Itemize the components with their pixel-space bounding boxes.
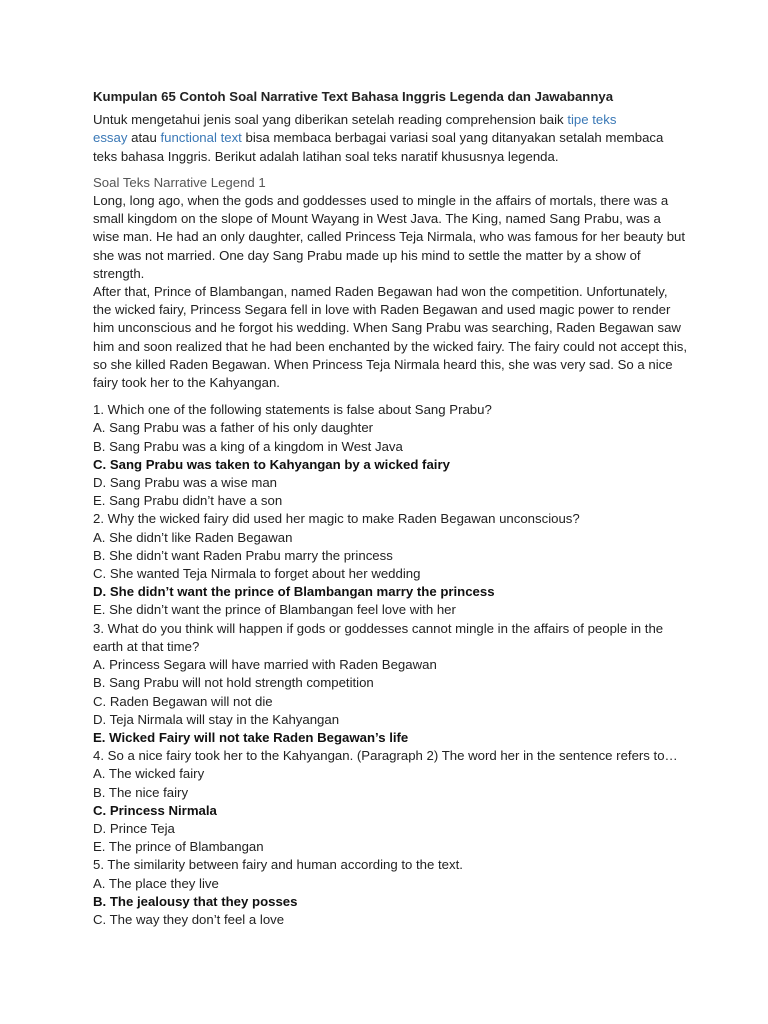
- link-functional-text[interactable]: functional text: [160, 130, 242, 146]
- correct-answer-line: B. The jealousy that they posses: [93, 893, 298, 909]
- document-title: Kumpulan 65 Contoh Soal Narrative Text Bahasa Inggris Legenda dan Jawabannya: [93, 89, 614, 104]
- question-line: 5. The similarity between fairy and human according to the text.: [93, 857, 463, 873]
- intro-paragraph: [93, 111, 688, 166]
- option-line: D. Prince Teja: [93, 820, 175, 836]
- question-line: 3. What do you think will happen if gods or goddesses cannot mingle in the affairs of people in the earth at that time?: [93, 620, 664, 654]
- intro-text-mid: atau: [127, 130, 161, 146]
- option-line: E. She didn’t want the prince of Blambangan feel love with her: [93, 602, 456, 618]
- section-heading: Soal Teks Narrative Legend 1: [93, 174, 266, 190]
- option-line: B. Sang Prabu will not hold strength competition: [93, 675, 374, 691]
- option-line: A. The place they live: [93, 875, 219, 891]
- intro-text-after: bisa membaca berbagai variasi soal yang ditanyakan setalah membaca teks bahasa Inggris. Berikut adalah latihan soal teks naratif khususnya legenda.: [93, 130, 664, 164]
- question-line: 4. So a nice fairy took her to the Kahyangan. (Paragraph 2) The word her in the sentence refers to…: [93, 748, 678, 764]
- story-paragraph: After that, Prince of Blambangan, named Raden Begawan had won the competition. Unfortunately, the wicked fairy, Princess Segara fell in love with Raden Begawan and used magic power to render him unconscious and he forgot his wedding. When Sang Prabu was searching, Raden Begawan saw him and soon realized that he had been enchanted by the wicked fairy. The fairy could not accept this, so she killed Raden Begawan. When Princess Teja Nirmala heard this, she was very sad. So a nice fairy took her to the Kahyangan.: [93, 284, 688, 391]
- intro-text-before: Untuk mengetahui jenis soal yang diberikan setelah reading comprehension baik: [93, 112, 568, 128]
- option-line: D. Teja Nirmala will stay in the Kahyangan: [93, 711, 340, 727]
- link-tipe-teks[interactable]: tipe teks essay: [93, 112, 617, 146]
- correct-answer-line: C. Sang Prabu was taken to Kahyangan by a wicked fairy: [93, 456, 450, 472]
- option-line: D. Sang Prabu was a wise man: [93, 475, 277, 491]
- option-line: E. Sang Prabu didn’t have a son: [93, 493, 283, 509]
- option-line: C. The way they don’t feel a love: [93, 911, 285, 927]
- option-line: A. Princess Segara will have married with Raden Begawan: [93, 657, 437, 673]
- correct-answer-line: C. Princess Nirmala: [93, 802, 217, 818]
- option-line: A. She didn’t like Raden Begawan: [93, 529, 293, 545]
- option-line: B. She didn’t want Raden Prabu marry the princess: [93, 547, 393, 563]
- option-line: A. The wicked fairy: [93, 766, 205, 782]
- option-line: C. She wanted Teja Nirmala to forget about her wedding: [93, 566, 421, 582]
- correct-answer-line: D. She didn’t want the prince of Blambangan marry the princess: [93, 584, 495, 600]
- option-line: B. The nice fairy: [93, 784, 189, 800]
- option-line: A. Sang Prabu was a father of his only daughter: [93, 420, 374, 436]
- question-line: 1. Which one of the following statements is false about Sang Prabu?: [93, 402, 492, 418]
- question-list: [93, 401, 688, 929]
- option-line: B. Sang Prabu was a king of a kingdom in West Java: [93, 438, 403, 454]
- option-line: E. The prince of Blambangan: [93, 839, 264, 855]
- question-line: 2. Why the wicked fairy did used her magic to make Raden Begawan unconscious?: [93, 511, 580, 527]
- option-line: C. Raden Begawan will not die: [93, 693, 273, 709]
- correct-answer-line: E. Wicked Fairy will not take Raden Begawan’s life: [93, 729, 409, 745]
- story-paragraph: Long, long ago, when the gods and goddesses used to mingle in the affairs of mortals, there was a small kingdom on the slope of Mount Wayang in West Java. The King, named Sang Prabu, was a wise man. He had an only daughter, called Princess Teja Nirmala, who was famous for her beauty but she was not married. One day Sang Prabu made up his mind to settle the matter by a show of strength.: [93, 193, 686, 281]
